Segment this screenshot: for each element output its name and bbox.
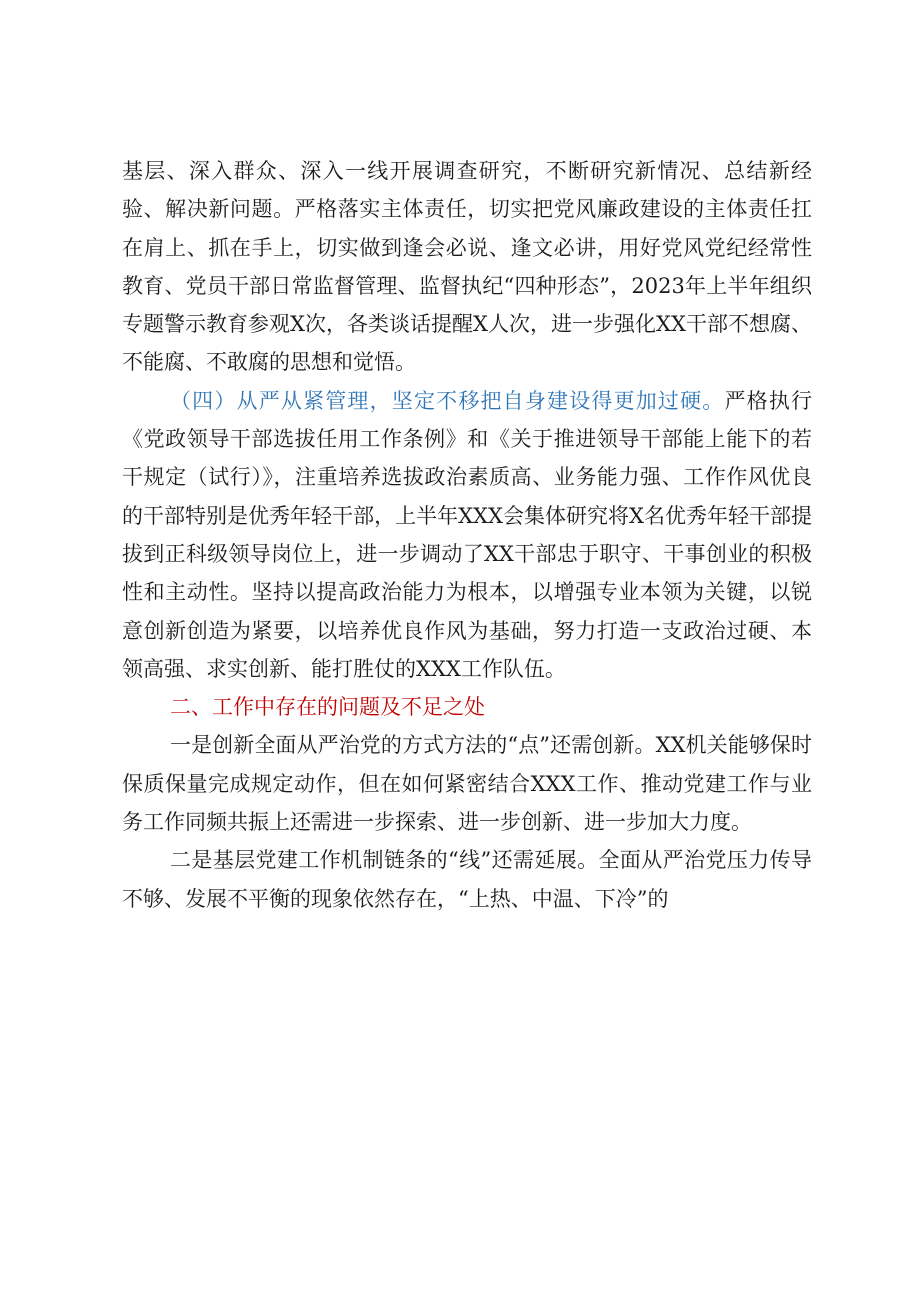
paragraph-problem-one: 一是创新全面从严治党的方式方法的“点”还需创新。XX机关能够保时保质保量完成规定动作，但在如何紧密结合XXX工作、推动党建工作与业务工作同频共振上还需进一步探索、进一步创新、进一步加大力度。 xyxy=(122,733,812,835)
paragraph-continuation: 基层、深入群众、深入一线开展调查研究，不断研究新情况、总结新经验、解决新问题。严格落实主体责任，切实把党风廉政建设的主体责任扛在肩上、抓在手上，切实做到逢会必说、逢文必讲，用好党风党纪经常性教育、党员干部日常监督管理、监督执纪“四种形态”，2023年上半年组织专题警示教育参观X次，各类谈话提醒X人次，进一步强化XX干部不想腐、不能腐、不敢腐的思想和觉悟。 xyxy=(122,159,812,375)
document-page xyxy=(122,152,812,918)
chapter-two-heading: 二、工作中存在的问题及不足之处 xyxy=(170,695,485,720)
section-four-body: 严格执行《党政领导干部选拔任用工作条例》和《关于推进领导干部能上能下的若干规定（试行）》，注重培养选拔政治素质高、业务能力强、工作作风优良的干部特别是优秀年轻干部，上半年XXX会集体研究将X名优秀年轻干部提拔到正科级领导岗位上，进一步调动了XX干部忠于职守、干事创业的积极性和主动性。坚持以提高政治能力为根本，以增强专业本领为关键，以锐意创新创造为紧要，以培养优良作风为基础，努力打造一支政治过硬、本领高强、求实创新、能打胜仗的XXX工作队伍。 xyxy=(122,388,813,681)
paragraph-section-four xyxy=(122,382,812,688)
paragraph-problem-two: 二是基层党建工作机制链条的“线”还需延展。全面从严治党压力传导不够、发展不平衡的现象依然存在，“上热、中温、下冷”的 xyxy=(122,848,812,911)
section-four-heading: （四）从严从紧管理，坚定不移把自身建设得更加过硬。 xyxy=(170,388,725,413)
